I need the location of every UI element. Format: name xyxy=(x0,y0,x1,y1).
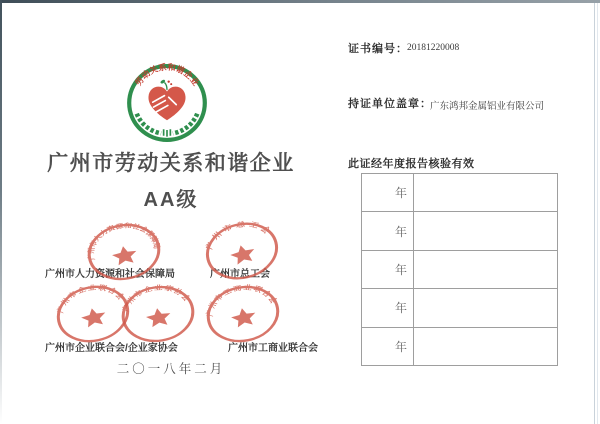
table-row xyxy=(362,211,557,249)
logo-ring-text: 劳动关系和谐企业 xyxy=(132,62,202,88)
seal-entrepreneurs-association-icon xyxy=(116,279,200,348)
seal-text: 广州市人力资源和社会保障局 xyxy=(86,222,161,261)
scan-left-edge xyxy=(0,0,2,424)
seal-text: 广州市企业联合会 xyxy=(54,283,128,314)
year-cell: 年 xyxy=(362,212,414,249)
holder-company-name: 广东鸿邦金属铝业有限公司 xyxy=(430,102,545,112)
issuer-label-trade-union: 广州市总工会 xyxy=(210,269,270,280)
holder-seal-label: 持证单位盖章： xyxy=(348,98,432,110)
scan-top-edge xyxy=(0,0,600,3)
cert-number-label: 证书编号： xyxy=(348,43,408,55)
harmonious-enterprise-logo-icon xyxy=(125,62,209,144)
issuer-label-hrss-bureau: 广州市人力资源和社会保障局 xyxy=(45,269,175,280)
verification-cell-empty xyxy=(414,289,557,326)
year-cell: 年 xyxy=(362,328,414,365)
year-cell: 年 xyxy=(362,174,414,211)
issuer-label-enterprise-confederation: 广州市企业联合会/企业家协会 xyxy=(45,343,178,354)
seal-text: 广州市总工会 xyxy=(204,220,275,251)
certificate-title: 广州市劳动关系和谐企业 xyxy=(47,152,295,175)
verification-cell-empty xyxy=(414,251,557,288)
certificate-grade: AA级 xyxy=(143,189,199,211)
svg-text:广州市总工会 xyxy=(198,214,276,253)
scan-right-line-2 xyxy=(597,3,598,424)
annual-verification-title: 此证经年度报告核验有效 xyxy=(348,158,475,170)
scan-right-line xyxy=(594,3,595,424)
verification-cell-empty xyxy=(414,174,557,211)
table-row xyxy=(362,288,557,326)
issuer-label-industry-commerce-federation: 广州市工商业联合会 xyxy=(228,343,318,354)
table-row xyxy=(362,250,557,288)
year-cell: 年 xyxy=(362,251,414,288)
table-row xyxy=(362,174,557,211)
seal-text: 广州市工商业联合会 xyxy=(204,283,280,317)
cert-number-value: 20181220008 xyxy=(407,43,460,53)
annual-verification-table xyxy=(361,173,558,366)
verification-cell-empty xyxy=(414,212,557,249)
svg-text:广州市企业家协会 xyxy=(116,279,194,313)
seal-trade-union-icon xyxy=(198,214,286,289)
issue-date: 二〇一八年二月 xyxy=(116,362,226,376)
table-row xyxy=(362,327,557,365)
seal-text: 广州市企业家协会 xyxy=(120,283,193,313)
year-cell: 年 xyxy=(362,289,414,326)
verification-cell-empty xyxy=(414,328,557,365)
